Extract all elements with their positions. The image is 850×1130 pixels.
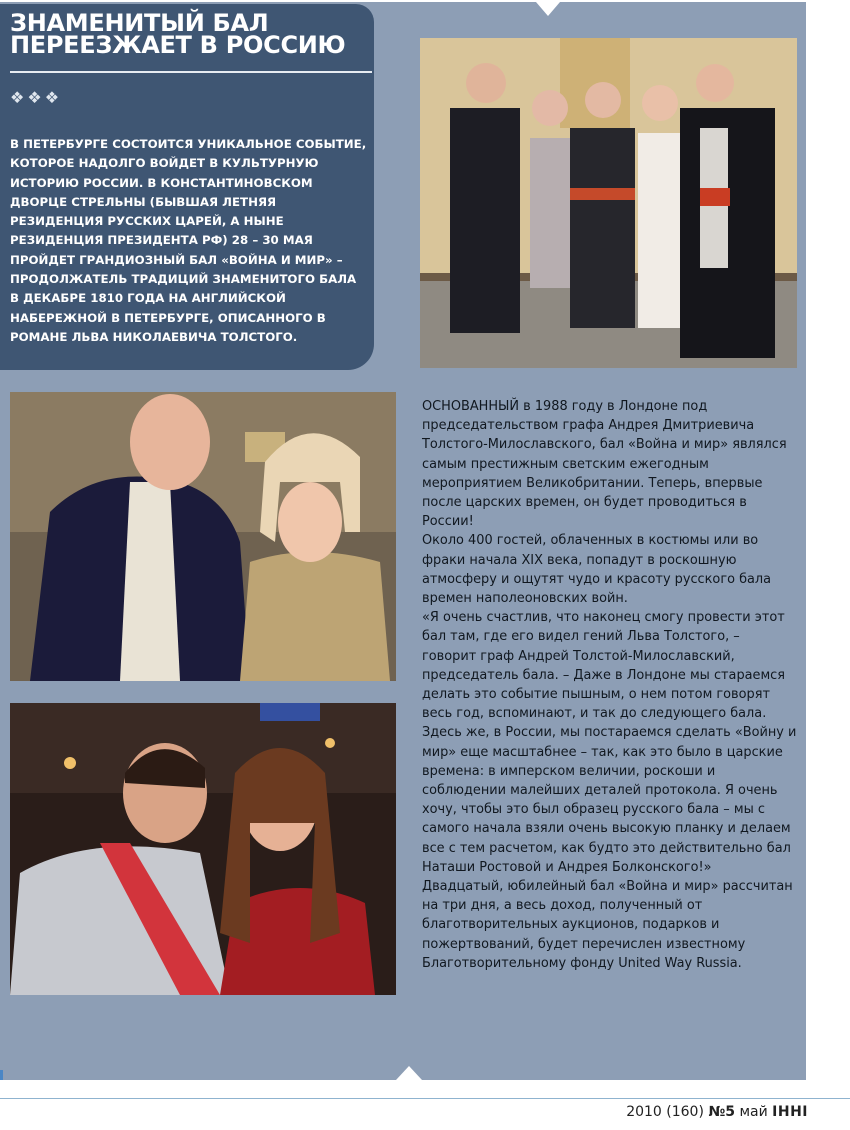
footer-issue-number: №5: [708, 1104, 735, 1120]
edge-mark: [0, 1070, 3, 1080]
photo-host-and-guest: [10, 392, 396, 681]
headline-rule: [10, 71, 372, 73]
headline-line: ЗНАМЕНИТЫЙ БАЛ: [10, 9, 269, 37]
article-body: [422, 397, 798, 973]
headline-line: ПЕРЕЕЗЖАЕТ В РОССИЮ: [10, 31, 346, 59]
headline: [10, 9, 370, 59]
page-footer: [626, 1104, 808, 1120]
footer-month: май: [739, 1104, 768, 1120]
footer-issue-total: (160): [666, 1104, 704, 1120]
body-paragraph: ОСНОВАННЫЙ в 1988 году в Лондоне под председательством графа Андрея Дмитриевича Толстого-Милославского, бал «Война и мир» являлся самым престижным светским ежегодным мероприятием Великобритании. Теперь, впервые после царских времен, он будет проводиться в России!: [422, 399, 787, 530]
photo-young-couple: [10, 703, 396, 995]
body-paragraph: Двадцатый, юбилейный бал «Война и мир» рассчитан на три дня, а весь доход, полученный от благотворительных аукционов, подарков и пожертвований, будет перечислен известному Благотворительному фонду United Way Russia.: [422, 879, 793, 971]
lead-paragraph: В ПЕТЕРБУРГЕ СОСТОИТСЯ УНИКАЛЬНОЕ СОБЫТИЕ, КОТОРОЕ НАДОЛГО ВОЙДЕТ В КУЛЬТУРНУЮ ИСТОРИЮ РОССИИ. В КОНСТАНТИНОВСКОМ ДВОРЦЕ СТРЕЛЬНЫ (БЫВШАЯ ЛЕТНЯЯ РЕЗИДЕНЦИЯ РУССКИХ ЦАРЕЙ, А НЫНЕ РЕЗИДЕНЦИЯ ПРЕЗИДЕНТА РФ) 28 – 30 МАЯ ПРОЙДЕТ ГРАНДИОЗНЫЙ БАЛ «ВОЙНА И МИР» – ПРОДОЛЖАТЕЛЬ ТРАДИЦИЙ ЗНАМЕНИТОГО БАЛА В ДЕКАБРЕ 1810 ГОДА НА АНГЛИЙСКОЙ НАБЕРЕЖНОЙ В ПЕТЕРБУРГЕ, ОПИСАННОГО В РОМАНЕ ЛЬВА НИКОЛАЕВИЧА ТОЛСТОГО.: [10, 137, 367, 344]
magazine-logo: IHHI: [772, 1104, 808, 1120]
footer-year: 2010: [626, 1104, 662, 1120]
top-notch: [536, 2, 560, 16]
photo-costumed-group: [420, 38, 797, 368]
ornament-icon: ❖❖❖: [10, 88, 63, 107]
lead-box: [0, 4, 374, 370]
footer-rule: [0, 1098, 850, 1099]
bottom-notch: [396, 1066, 422, 1080]
body-paragraph: «Я очень счастлив, что наконец смогу провести этот бал там, где его видел гений Льва Толстого, – говорит граф Андрей Толстой-Милославский, председатель бала. – Даже в Лондоне мы стараемся делать это событие пышным, о нем потом говорят весь год, вспоминают, и так до следующего бала. Здесь же, в России, мы постараемся сделать «Войну и мир» еще масштабнее – так, как это было в царские времена: в имперском величии, роскоши и соблюдении малейших деталей протокола. Я очень хочу, чтобы это был образец русского бала – мы с самого начала взяли очень высокую планку и делаем все с тем расчетом, как будто это действительно бал Наташи Ростовой и Андрея Болконского!»: [422, 610, 797, 875]
body-paragraph: Около 400 гостей, облаченных в костюмы или во фраки начала XIX века, попадут в роскошную атмосферу и ощутят чудо и красоту русского бала времен наполеоновских войн.: [422, 533, 772, 607]
